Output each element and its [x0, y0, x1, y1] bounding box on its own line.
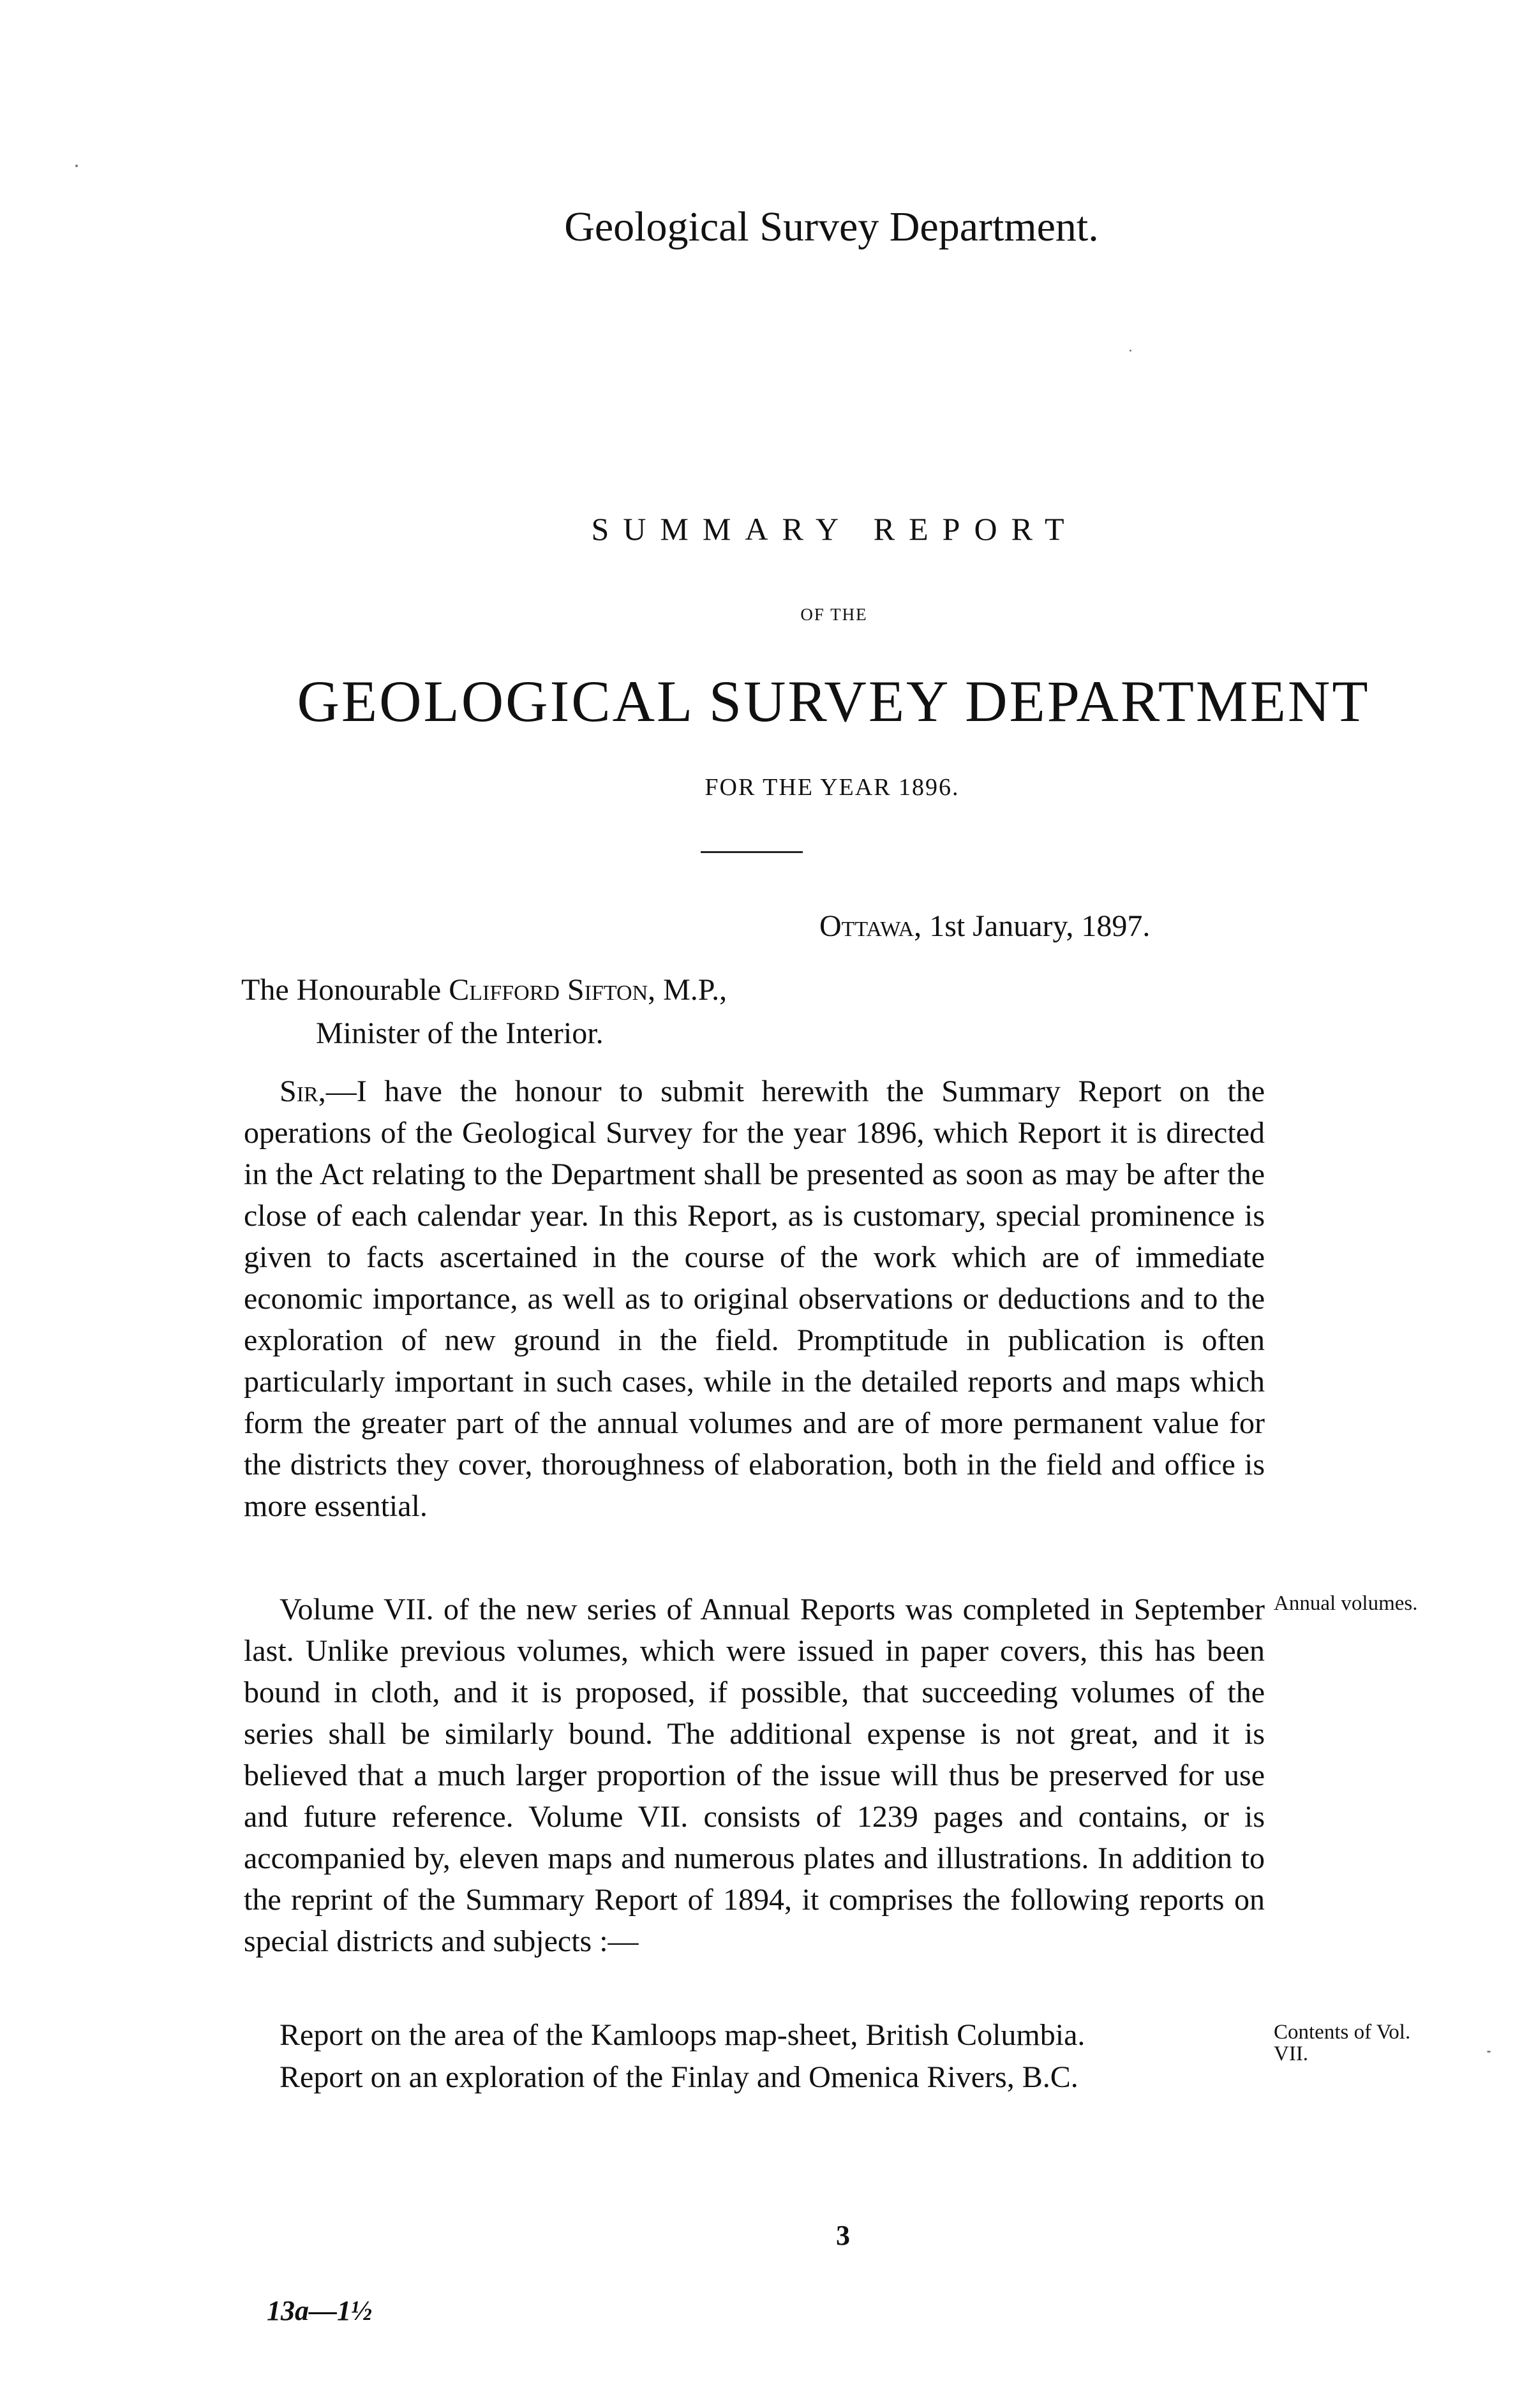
addressee-prefix: The Honourable	[241, 973, 442, 1007]
addressee-role: Minister of the Interior.	[316, 1016, 604, 1050]
paragraph-2-text: Volume VII. of the new series of Annual Reports was completed in September last. Unlike previous volumes, which were issued in paper covers, this has been bound in cloth, and it is proposed, if possible, that succeeding volumes of the series shall be similarly bound. The additional expense is not great, and it is believed that a much larger proportion of the issue will thus be preserved for use and future reference. Volume VII. consists of 1239 pages and contains, or is accompanied by, eleven maps and numerous plates and illustrations. In addition to the reprint of the Summary Report of 1894, it comprises the following reports on special districts and subjects :—	[244, 1593, 1265, 1958]
addressee-suffix: M.P.,	[663, 973, 727, 1007]
paper-speck	[75, 165, 78, 167]
paragraph-1	[244, 1071, 1265, 1527]
summary-report-heading: SUMMARY REPORT	[591, 511, 1078, 547]
department-title: GEOLOGICAL SURVEY DEPARTMENT	[297, 669, 1370, 734]
report-item-2: Report on an exploration of the Finlay and Omenica Rivers, B.C.	[280, 2060, 1078, 2094]
margin-note-contents: Contents of Vol. VII.	[1274, 2021, 1411, 2065]
signature-mark: 13a—1½	[267, 2295, 372, 2326]
page-number: 3	[836, 2220, 850, 2251]
paper-speck	[1130, 350, 1131, 352]
paragraph-2	[244, 1589, 1265, 1962]
year-line: FOR THE YEAR 1896.	[705, 774, 960, 801]
title-rule	[701, 851, 803, 853]
addressee	[241, 972, 727, 1007]
report-item-1: Report on the area of the Kamloops map-sheet, British Columbia.	[280, 2018, 1085, 2052]
margin-note-annual-volumes: Annual volumes.	[1274, 1592, 1418, 1615]
of-the-line: OF THE	[800, 605, 868, 624]
running-head: Geological Survey Department.	[564, 204, 1099, 250]
place: Ottawa,	[819, 909, 922, 943]
paper-speck	[1487, 2051, 1491, 2053]
paragraph-1-text: —I have the honour to submit herewith the Summary Report on the operations of the Geological Survey for the year 1896, which Report it is directed in the Act relating to the Department shall be presented as soon as may be after the close of each calendar year. In this Report, as is customary, special prominence is given to facts ascertained in the course of the work which are of immediate economic importance, as well as to original observations or deductions and to the exploration of new ground in the field. Promptitude in publication is often particularly important in such cases, while in the detailed reports and maps which form the greater part of the annual volumes and are of more permanent value for the districts they cover, thoroughness of elaboration, both in the field and office is more essential.	[244, 1074, 1265, 1523]
salutation: Sir,	[280, 1074, 326, 1108]
date: 1st January, 1897.	[929, 909, 1151, 943]
addressee-name: Clifford Sifton,	[449, 973, 656, 1007]
date-line	[819, 909, 1150, 944]
